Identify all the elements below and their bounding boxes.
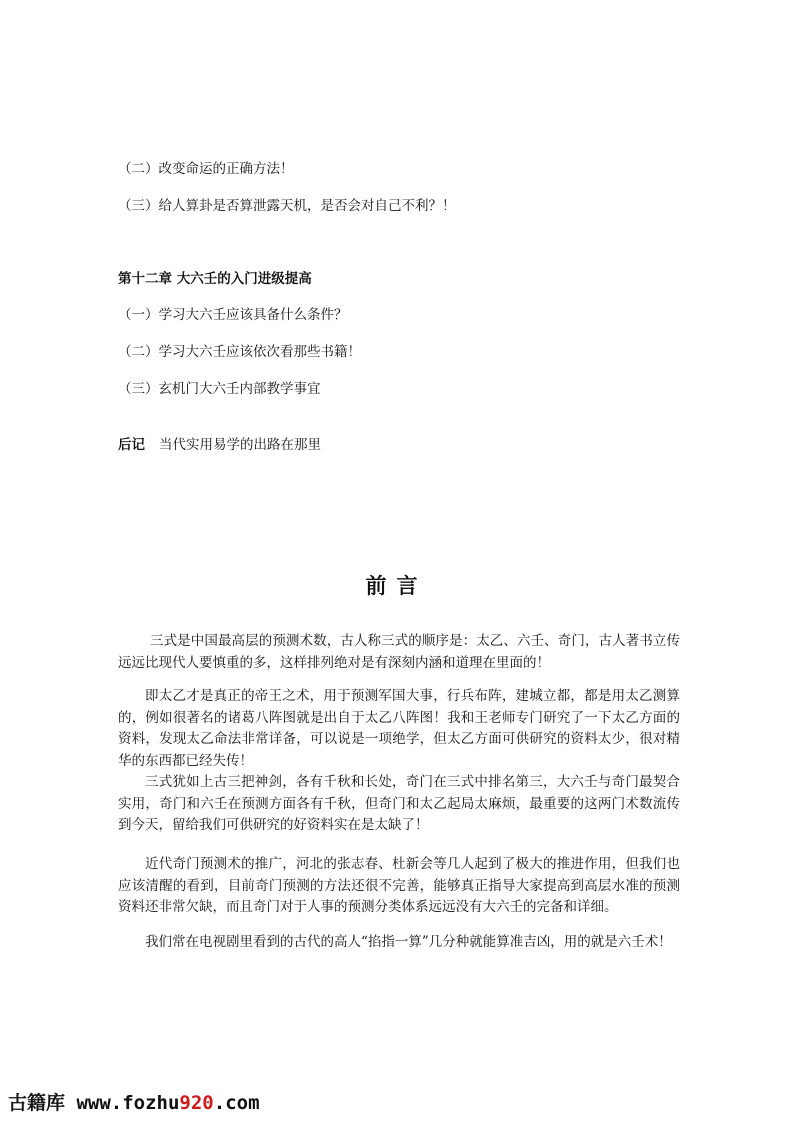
site-url-suffix: .com [213,1092,260,1114]
afterword-entry [118,436,321,454]
site-url-number: 920 [179,1092,214,1114]
toc-item: （三）给人算卦是否算泄露天机，是否会对自己不利？！ [118,198,456,214]
toc-item: （二）学习大六壬应该依次看那些书籍！ [118,344,361,360]
preface-paragraph: 即太乙才是真正的帝王之术，用于预测军国大事，行兵布阵，建城立都，都是用太乙测算的，例如很著名的诸葛八阵图就是出自于太乙八阵图！我和王老师专门研究了一下太乙方面的资料，发现太乙命法非常详备，可以说是一项绝学，但太乙方面可供研究的资料太少，很对精华的东西都已经失传！ [118,688,680,769]
toc-item: （三）玄机门大六壬内部教学事宜 [118,381,321,397]
preface-title: 前言 [365,573,428,598]
site-name: 古籍库 [8,1092,66,1114]
preface-paragraph: 三式犹如上古三把神剑，各有千秋和长处，奇门在三式中排名第三，大六壬与奇门最契合实用，奇门和六壬在预测方面各有千秋，但奇门和太乙起局太麻烦，最重要的这两门术数流传到今天，留给我们可供研究的好资料实在是太缺了！ [118,774,680,833]
afterword-label: 后记 [118,437,145,453]
site-url-prefix: www.fozhu [76,1092,180,1114]
toc-item: （一）学习大六壬应该具备什么条件？ [118,307,348,323]
chapter-heading: 第十二章 大六壬的入门进级提高 [118,271,312,287]
afterword-text: 当代实用易学的出路在那里 [159,437,321,453]
preface-paragraph: 三式是中国最高层的预测术数，古人称三式的顺序是：太乙、六壬、奇门，古人著书立传远远比现代人要慎重的多，这样排列绝对是有深刻内涵和道理在里面的！ [118,633,680,671]
site-url [76,1092,259,1114]
preface-paragraph: 我们常在电视剧里看到的古代的高人“掐指一算”几分种就能算准吉凶，用的就是六壬术！ [145,934,672,950]
site-watermark [8,1088,260,1115]
preface-paragraph: 近代奇门预测术的推广，河北的张志春、杜新会等几人起到了极大的推进作用，但我们也应该清醒的看到，目前奇门预测的方法还很不完善，能够真正指导大家提高到高层水准的预测资料还非常欠缺，而且奇门对于人事的预测分类体系远远没有大六壬的完备和详细。 [118,856,680,915]
toc-item: （二）改变命运的正确方法！ [118,161,294,177]
